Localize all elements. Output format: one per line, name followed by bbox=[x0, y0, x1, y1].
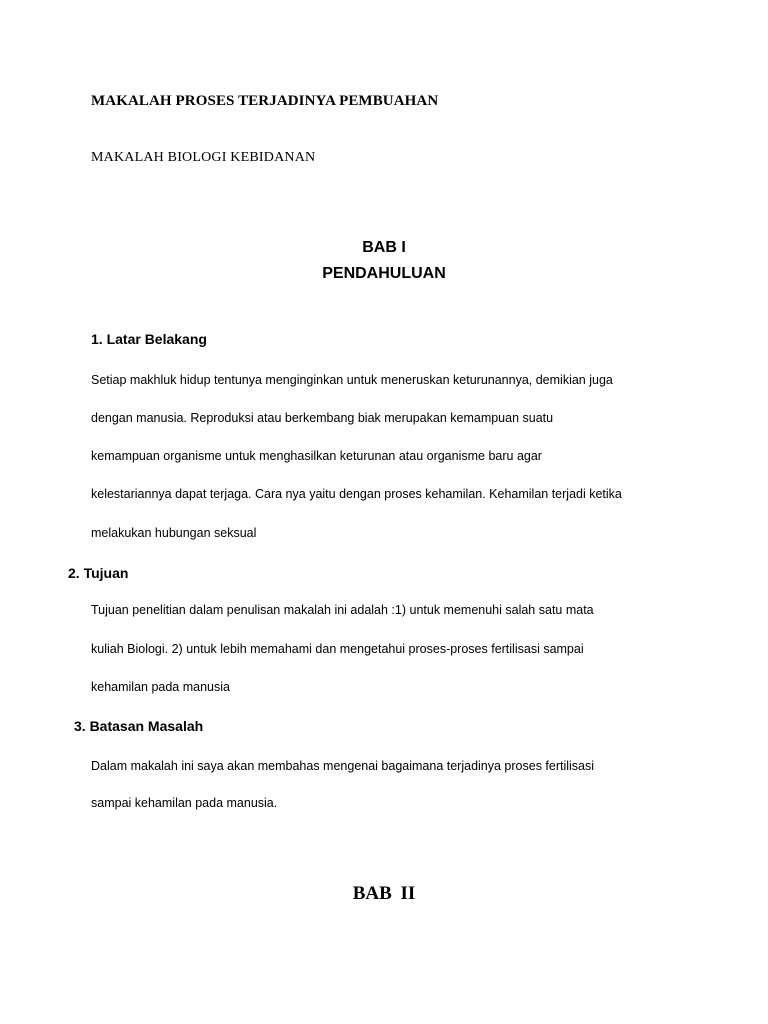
paragraph-line: Tujuan penelitian dalam penulisan makalah ini adalah :1) untuk memenuhi salah satu mata bbox=[91, 603, 594, 617]
section-heading-batasan-masalah: 3. Batasan Masalah bbox=[74, 718, 204, 734]
section-heading-latar-belakang: 1. Latar Belakang bbox=[91, 331, 207, 347]
document-subtitle: MAKALAH BIOLOGI KEBIDANAN bbox=[91, 150, 316, 165]
paragraph-line: dengan manusia. Reproduksi atau berkembang biak merupakan kemampuan suatu bbox=[91, 411, 554, 425]
document-title: MAKALAH PROSES TERJADINYA PEMBUAHAN bbox=[91, 93, 439, 109]
chapter-1-title: PENDAHULUAN bbox=[322, 265, 446, 282]
paragraph-line: kelestariannya dapat terjaga. Cara nya yaitu dengan proses kehamilan. Kehamilan terjadi ketika bbox=[91, 487, 622, 501]
paragraph-line: kuliah Biologi. 2) untuk lebih memahami dan mengetahui proses-proses fertilisasi sampai bbox=[91, 642, 584, 656]
paragraph-line: sampai kehamilan pada manusia. bbox=[91, 796, 278, 810]
chapter-2-number: BAB II bbox=[352, 883, 416, 904]
paragraph-line: Setiap makhluk hidup tentunya menginginkan untuk meneruskan keturunannya, demikian juga bbox=[91, 373, 613, 387]
paragraph-line: Dalam makalah ini saya akan membahas mengenai bagaimana terjadinya proses fertilisasi bbox=[91, 759, 595, 773]
section-heading-tujuan: 2. Tujuan bbox=[68, 565, 129, 581]
paragraph-line: kemampuan organisme untuk menghasilkan keturunan atau organisme baru agar bbox=[91, 449, 542, 463]
paragraph-line: kehamilan pada manusia bbox=[91, 680, 230, 694]
chapter-1-number: BAB I bbox=[362, 239, 406, 256]
paragraph-line: melakukan hubungan seksual bbox=[91, 526, 257, 540]
